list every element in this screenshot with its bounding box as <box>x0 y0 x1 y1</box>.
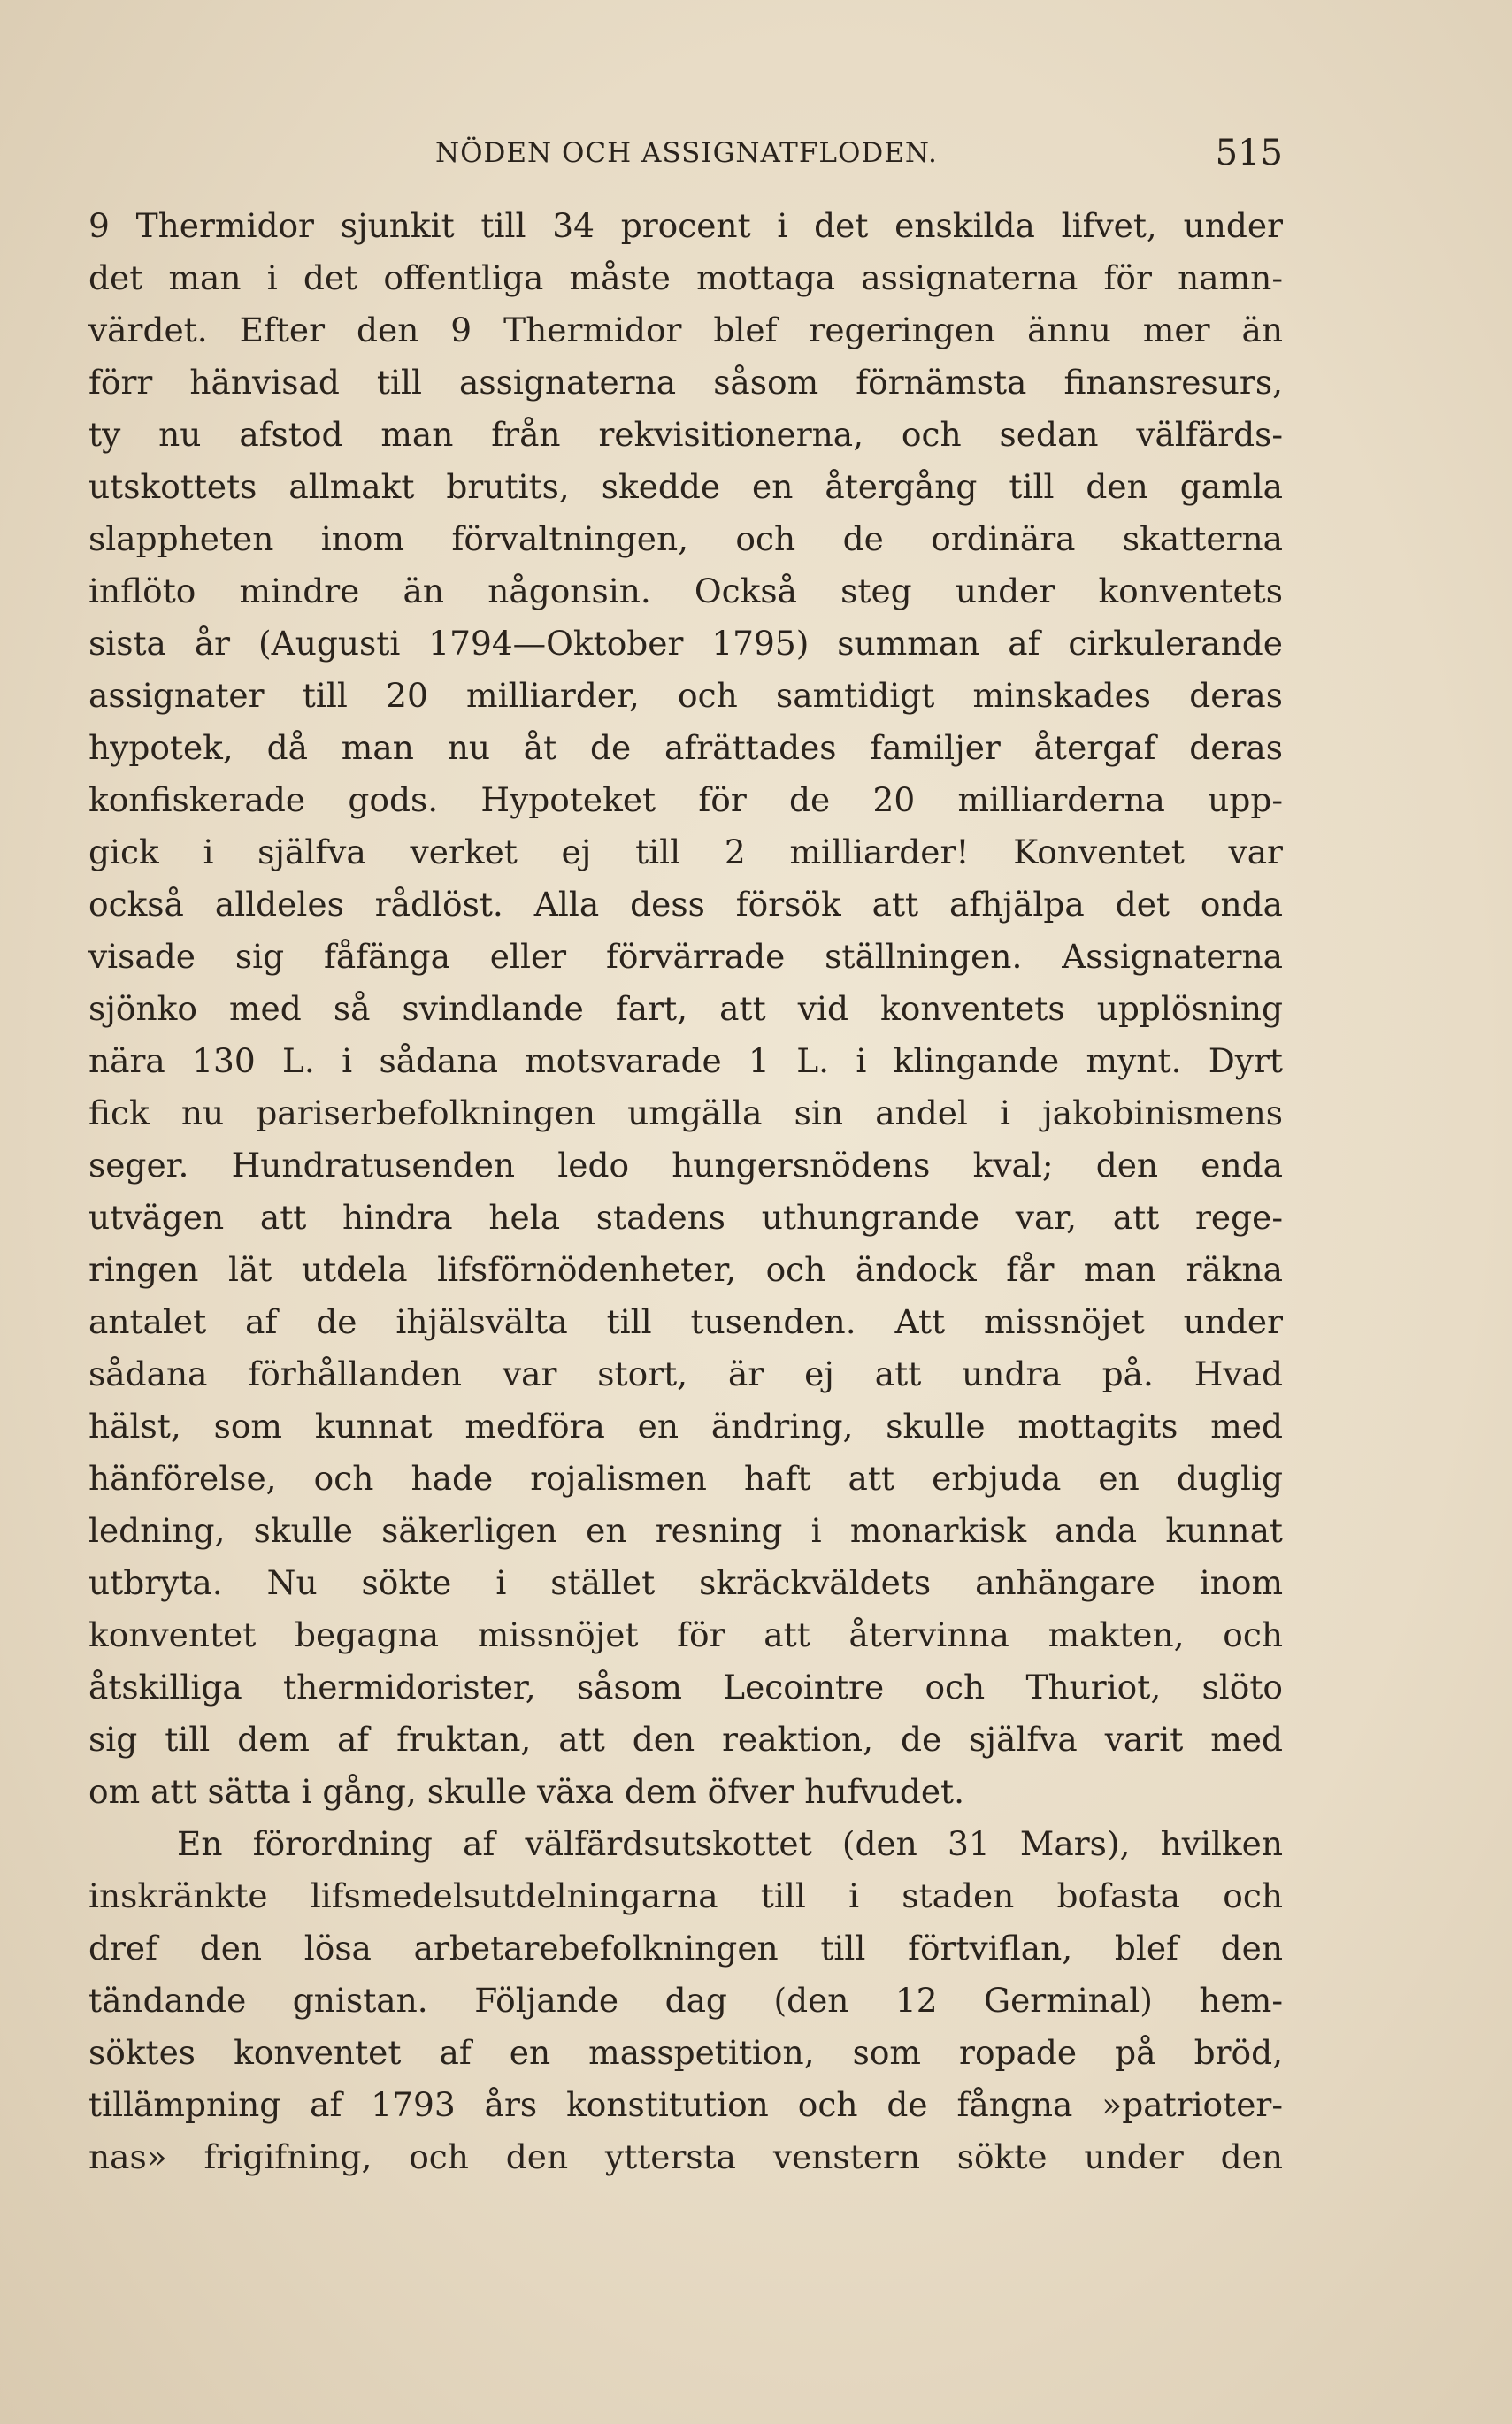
page-header <box>88 131 1283 175</box>
text-line: ledning, skulle säkerligen en resning i monarkisk anda kunnat <box>88 1511 1283 1550</box>
text-line: tillämpning af 1793 års konstitution och de fångna »patrioter- <box>88 2085 1283 2124</box>
running-head: NÖDEN OCH ASSIGNATFLODEN. <box>435 137 938 169</box>
text-line: assignater till 20 milliarder, och samtidigt minskades deras <box>88 676 1283 715</box>
text-line: antalet af de ihjälsvälta till tusenden. Att missnöjet under <box>88 1302 1283 1341</box>
page-number: 515 <box>1215 133 1283 173</box>
text-line: värdet. Efter den 9 Thermidor blef regeringen ännu mer än <box>88 311 1283 349</box>
text-line: seger. Hundratusenden ledo hungersnödens kval; den enda <box>88 1146 1283 1185</box>
text-line: hälst, som kunnat medföra en ändring, skulle mottagits med <box>88 1407 1283 1446</box>
text-line: utvägen att hindra hela stadens uthungrande var, att rege- <box>88 1198 1283 1237</box>
text-line: inskränkte lifsmedelsutdelningarna till i staden bofasta och <box>88 1876 1283 1915</box>
text-line: också alldeles rådlöst. Alla dess försök att afhjälpa det onda <box>88 885 1283 924</box>
text-line: nära 130 L. i sådana motsvarade 1 L. i klingande mynt. Dyrt <box>88 1041 1283 1080</box>
text-line: sådana förhållanden var stort, är ej att undra på. Hvad <box>88 1354 1283 1393</box>
text-line: tändande gnistan. Följande dag (den 12 Germinal) hem- <box>88 1981 1283 2020</box>
text-line: ty nu afstod man från rekvisitionerna, och sedan välfärds- <box>88 415 1283 454</box>
text-line: åtskilliga thermidorister, såsom Lecointre och Thuriot, slöto <box>88 1668 1283 1707</box>
text-line: förr hänvisad till assignaterna såsom förnämsta finansresurs, <box>88 363 1283 402</box>
text-line: utbryta. Nu sökte i stället skräckväldets anhängare inom <box>88 1563 1283 1602</box>
text-line: sig till dem af fruktan, att den reaktion, de själfva varit med <box>88 1720 1283 1759</box>
text-line: ringen lät utdela lifsförnödenheter, och ändock får man räkna <box>88 1250 1283 1289</box>
text-line: inflöto mindre än någonsin. Också steg under konventets <box>88 571 1283 610</box>
text-line: nas» frigifning, och den yttersta venstern sökte under den <box>88 2137 1283 2176</box>
text-line: fick nu pariserbefolkningen umgälla sin andel i jakobinismens <box>88 1093 1283 1132</box>
paragraph-start-line: En förordning af välfärdsutskottet (den 31 Mars), hvilken <box>177 1824 1283 1863</box>
text-line: söktes konventet af en masspetition, som ropade på bröd, <box>88 2033 1283 2072</box>
text-line: konfiskerade gods. Hypoteket för de 20 milliarderna upp- <box>88 780 1283 819</box>
text-line: hypotek, då man nu åt de afrättades familjer återgaf deras <box>88 728 1283 767</box>
paragraph-end-line: om att sätta i gång, skulle växa dem öfver hufvudet. <box>88 1772 965 1811</box>
body-text <box>88 200 1283 2183</box>
text-line: konventet begagna missnöjet för att återvinna makten, och <box>88 1615 1283 1654</box>
text-line: det man i det offentliga måste mottaga assignaterna för namn- <box>88 258 1283 297</box>
text-line: 9 Thermidor sjunkit till 34 procent i det enskilda lifvet, under <box>88 206 1283 245</box>
text-line: sista år (Augusti 1794—Oktober 1795) summan af cirkulerande <box>88 624 1283 663</box>
text-line: dref den lösa arbetarebefolkningen till förtviflan, blef den <box>88 1929 1283 1968</box>
text-line: utskottets allmakt brutits, skedde en återgång till den gamla <box>88 467 1283 506</box>
text-line: gick i själfva verket ej till 2 milliarder! Konventet var <box>88 832 1283 871</box>
text-line: slappheten inom förvaltningen, och de ordinära skatterna <box>88 519 1283 558</box>
text-line: hänförelse, och hade rojalismen haft att erbjuda en duglig <box>88 1459 1283 1498</box>
text-line: visade sig fåfänga eller förvärrade ställningen. Assignaterna <box>88 937 1283 976</box>
text-line: sjönko med så svindlande fart, att vid konventets upplösning <box>88 989 1283 1028</box>
